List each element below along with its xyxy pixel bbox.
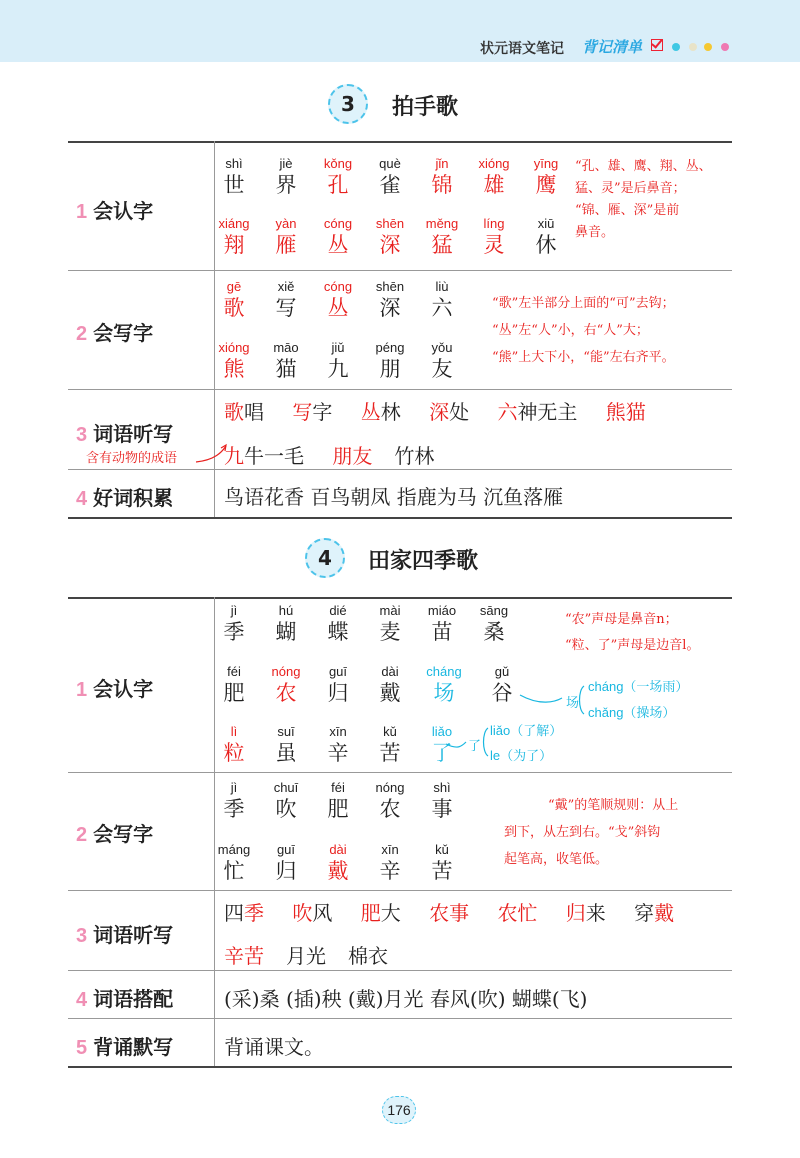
pinyin: féi <box>227 664 241 679</box>
character: 桑 <box>483 620 505 644</box>
char-cell <box>308 842 368 884</box>
pinyin: miáo <box>427 603 457 618</box>
char-cell <box>256 156 316 198</box>
pinyin: nóng <box>375 780 405 795</box>
pinyin: jì <box>230 780 238 795</box>
character: 场 <box>433 681 455 705</box>
character: 谷 <box>491 681 513 705</box>
character: 农 <box>379 797 401 821</box>
polyphone-label: 了 <box>468 739 482 754</box>
section-dictation: 3 词语听写 <box>76 923 174 947</box>
section-label: 会认字 <box>93 199 154 223</box>
pinyin: xiū <box>537 216 555 231</box>
char-cell <box>472 664 532 706</box>
char-cell <box>204 216 264 258</box>
char-cell <box>308 340 368 382</box>
pinyin: xīn <box>329 724 347 739</box>
character: 忙 <box>223 859 245 883</box>
pinyin: xīn <box>381 842 399 857</box>
character: 界 <box>275 173 297 197</box>
note-line: “锦、雁、深”是前 <box>575 203 680 218</box>
pinyin: mài <box>379 603 401 618</box>
pinyin: xiáng <box>218 216 250 231</box>
pronunciation-note: “农”声母是鼻音n； <box>565 612 678 627</box>
char-cell <box>308 279 368 321</box>
char-cell <box>412 842 472 884</box>
table-border <box>68 141 732 143</box>
character: 九 <box>327 357 349 381</box>
pinyin: guī <box>328 664 348 679</box>
character: 蝴 <box>275 620 297 644</box>
pinyin: xióng <box>218 340 250 355</box>
section-label: 会写字 <box>93 321 154 345</box>
section-label: 词语搭配 <box>93 987 174 1011</box>
character: 锦 <box>431 173 453 197</box>
lesson-title: 拍手歌 <box>392 95 459 120</box>
char-cell <box>204 724 264 766</box>
char-cell <box>256 603 316 645</box>
char-cell <box>412 724 472 766</box>
pinyin: chuī <box>273 780 299 795</box>
char-cell <box>256 724 316 766</box>
pinyin: xiě <box>277 279 295 294</box>
character: 鹰 <box>535 173 557 197</box>
section-label: 词语听写 <box>93 923 174 947</box>
pinyin: kǔ <box>435 842 449 857</box>
character: 苗 <box>431 620 453 644</box>
dictation-line: 四季 吹风 肥大 农事 农忙 归来 穿戴 <box>224 901 675 925</box>
character: 猫 <box>275 357 297 381</box>
character: 事 <box>431 797 453 821</box>
pinyin: hú <box>278 603 294 618</box>
pinyin: měng <box>425 216 459 231</box>
char-cell <box>308 603 368 645</box>
char-cell <box>204 340 264 382</box>
char-cell <box>204 842 264 884</box>
char-cell <box>516 216 576 258</box>
note-line: “熊”上大下小，“能”左右齐平。 <box>492 350 675 365</box>
section-recite: 5 背诵默写 <box>76 1035 174 1059</box>
char-cell <box>256 842 316 884</box>
character: 六 <box>431 296 453 320</box>
char-cell <box>204 664 264 706</box>
pinyin: nóng <box>271 664 301 679</box>
section-label: 会认字 <box>93 677 154 701</box>
checkbox-icon <box>651 39 663 51</box>
character: 深 <box>379 233 401 257</box>
character: 季 <box>223 797 245 821</box>
dot-icon <box>689 43 697 51</box>
character: 吹 <box>275 797 297 821</box>
note-line: 起笔高，收笔低。 <box>504 852 609 867</box>
char-cell <box>360 780 420 822</box>
char-cell <box>360 156 420 198</box>
char-cell <box>360 842 420 884</box>
char-cell <box>308 780 368 822</box>
pinyin: liù <box>435 279 449 294</box>
pinyin: cháng <box>426 664 462 679</box>
note-line: 猛、灵”是后鼻音； <box>575 181 686 196</box>
pinyin: kǔ <box>383 724 397 739</box>
table-border <box>68 1066 732 1068</box>
pinyin: guī <box>276 842 296 857</box>
character: 归 <box>327 681 349 705</box>
char-cell <box>308 156 368 198</box>
char-cell <box>204 780 264 822</box>
pinyin: jiǔ <box>331 340 345 355</box>
character: 雄 <box>483 173 505 197</box>
writing-note <box>492 290 732 371</box>
section-recognize-chars: 1 会认字 <box>76 199 154 223</box>
character: 麦 <box>379 620 401 644</box>
char-cell <box>360 724 420 766</box>
char-cell <box>414 664 474 706</box>
lesson-title: 田家四季歌 <box>368 549 479 574</box>
section-good-words: 4 好词积累 <box>76 486 174 510</box>
character: 孔 <box>327 173 349 197</box>
pinyin: suī <box>277 724 295 739</box>
polyphone-reading: cháng（一场雨） <box>588 679 689 694</box>
pinyin: shì <box>225 156 243 171</box>
good-words-line: 鸟语花香 百鸟朝凤 指鹿为马 沉鱼落雁 <box>224 485 564 509</box>
pinyin: shēn <box>375 279 405 294</box>
character: 戴 <box>327 859 349 883</box>
pinyin: dài <box>329 842 347 857</box>
character: 丛 <box>327 296 349 320</box>
char-cell <box>464 156 524 198</box>
side-note: 含有动物的成语 <box>86 451 178 466</box>
char-cell <box>204 279 264 321</box>
dot-icon <box>721 43 729 51</box>
dot-icon <box>672 43 680 51</box>
character: 友 <box>431 357 453 381</box>
pinyin: gē <box>226 279 242 294</box>
char-cell <box>360 279 420 321</box>
character: 归 <box>275 859 297 883</box>
character: 苦 <box>379 741 401 765</box>
character: 雀 <box>379 173 401 197</box>
pinyin: jì <box>230 603 238 618</box>
character: 了 <box>431 741 453 765</box>
row-divider <box>68 469 732 470</box>
char-cell <box>256 780 316 822</box>
dot-icon <box>704 43 712 51</box>
character: 戴 <box>379 681 401 705</box>
char-cell <box>308 216 368 258</box>
char-cell <box>360 340 420 382</box>
table-border <box>68 597 732 599</box>
character: 世 <box>223 173 245 197</box>
note-line: “孔、雄、鹰、翔、丛、 <box>575 159 712 174</box>
character: 虽 <box>275 741 297 765</box>
pinyin: féi <box>331 780 345 795</box>
char-cell <box>412 156 472 198</box>
row-divider <box>68 970 732 971</box>
pinyin: què <box>379 156 401 171</box>
character: 肥 <box>223 681 245 705</box>
char-cell <box>464 216 524 258</box>
pronunciation-note: “粒、了”声母是边音l。 <box>565 638 700 653</box>
pinyin: shì <box>433 780 451 795</box>
char-cell <box>308 664 368 706</box>
pinyin: dài <box>381 664 399 679</box>
character: 肥 <box>327 797 349 821</box>
note-line: “丛”左“人”小，右“人”大； <box>492 323 649 338</box>
character: 写 <box>275 296 297 320</box>
char-cell <box>360 603 420 645</box>
char-cell <box>412 216 472 258</box>
section-word-matching: 4 词语搭配 <box>76 987 174 1011</box>
note-line: “戴”的笔顺规则：从上 <box>548 798 679 813</box>
pinyin: sāng <box>479 603 509 618</box>
dictation-line: 歌唱 写字 丛林 深处 六神无主 熊猫 <box>224 400 646 424</box>
char-cell <box>256 664 316 706</box>
char-cell <box>256 216 316 258</box>
pinyin: máng <box>217 842 251 857</box>
character: 深 <box>379 296 401 320</box>
char-cell <box>360 216 420 258</box>
recite-line: 背诵课文。 <box>224 1035 324 1059</box>
character: 猛 <box>431 233 453 257</box>
character: 歌 <box>223 296 245 320</box>
section-label: 词语听写 <box>93 422 174 446</box>
character: 翔 <box>223 233 245 257</box>
section-write-chars: 2 会写字 <box>76 321 154 345</box>
note-line: 到下，从左到右。“戈”斜钩 <box>504 825 661 840</box>
lesson-number-badge: 4 <box>305 538 345 578</box>
character: 辛 <box>379 859 401 883</box>
char-cell <box>412 340 472 382</box>
dictation-line: 辛苦 月光 棉衣 <box>224 944 388 968</box>
note-line: “歌”左半部分上面的“可”去钩； <box>492 296 675 311</box>
pinyin: dié <box>329 603 347 618</box>
pinyin: gǔ <box>494 664 510 679</box>
character: 朋 <box>379 357 401 381</box>
pinyin: xióng <box>478 156 510 171</box>
section-recognize-chars: 1 会认字 <box>76 677 154 701</box>
char-cell <box>412 780 472 822</box>
pinyin: péng <box>375 340 405 355</box>
series-brand: 背记清单 <box>582 38 643 56</box>
pinyin: líng <box>483 216 505 231</box>
polyphone-reading: chǎng（操场） <box>588 705 676 720</box>
polyphone-label: 场 <box>566 696 580 711</box>
pronunciation-note <box>575 156 745 244</box>
section-dictation: 3 词语听写 <box>76 422 174 446</box>
character: 苦 <box>431 859 453 883</box>
character: 灵 <box>483 233 505 257</box>
row-divider <box>68 389 732 390</box>
character: 丛 <box>327 233 349 257</box>
pinyin: māo <box>273 340 299 355</box>
table-border <box>68 517 732 519</box>
pinyin: jǐn <box>435 156 449 171</box>
char-cell <box>256 279 316 321</box>
section-label: 好词积累 <box>93 486 174 510</box>
pinyin: kǒng <box>323 156 353 171</box>
character: 雁 <box>275 233 297 257</box>
section-label: 背诵默写 <box>93 1035 174 1059</box>
char-cell <box>516 156 576 198</box>
char-cell <box>204 156 264 198</box>
row-divider <box>68 1018 732 1019</box>
pinyin: cóng <box>323 216 353 231</box>
pinyin: cóng <box>323 279 353 294</box>
char-cell <box>360 664 420 706</box>
word-matching-line: (采)桑 (插)秧 (戴)月光 春风(吹) 蝴蝶(飞) <box>224 987 588 1011</box>
character: 辛 <box>327 741 349 765</box>
character: 休 <box>535 233 557 257</box>
char-cell <box>412 603 472 645</box>
page-number: 176 <box>382 1096 416 1124</box>
dictation-line: 九牛一毛 朋友 竹林 <box>224 444 435 468</box>
pinyin: jiè <box>279 156 293 171</box>
char-cell <box>256 340 316 382</box>
book-brand: 状元语文笔记 <box>480 41 564 57</box>
pinyin: yǒu <box>431 340 453 355</box>
section-write-chars: 2 会写字 <box>76 822 154 846</box>
pinyin: yàn <box>275 216 297 231</box>
row-divider <box>68 772 732 773</box>
character: 熊 <box>223 357 245 381</box>
pinyin: shēn <box>375 216 405 231</box>
character: 蝶 <box>327 620 349 644</box>
character: 粒 <box>223 741 245 765</box>
row-divider <box>68 270 732 271</box>
pinyin: lì <box>230 724 238 739</box>
pinyin: liǎo <box>431 724 453 739</box>
row-divider <box>68 890 732 891</box>
section-label: 会写字 <box>93 822 154 846</box>
polyphone-reading: le（为了） <box>490 748 553 763</box>
page-header-bar <box>0 0 800 62</box>
polyphone-reading: liǎo（了解） <box>490 723 563 738</box>
character: 农 <box>275 681 297 705</box>
char-cell <box>412 279 472 321</box>
character: 季 <box>223 620 245 644</box>
lesson-number-badge: 3 <box>328 84 368 124</box>
char-cell <box>308 724 368 766</box>
stroke-order-note <box>504 792 734 873</box>
char-cell <box>204 603 264 645</box>
note-line: 鼻音。 <box>575 225 615 240</box>
pinyin: yīng <box>533 156 559 171</box>
char-cell <box>464 603 524 645</box>
